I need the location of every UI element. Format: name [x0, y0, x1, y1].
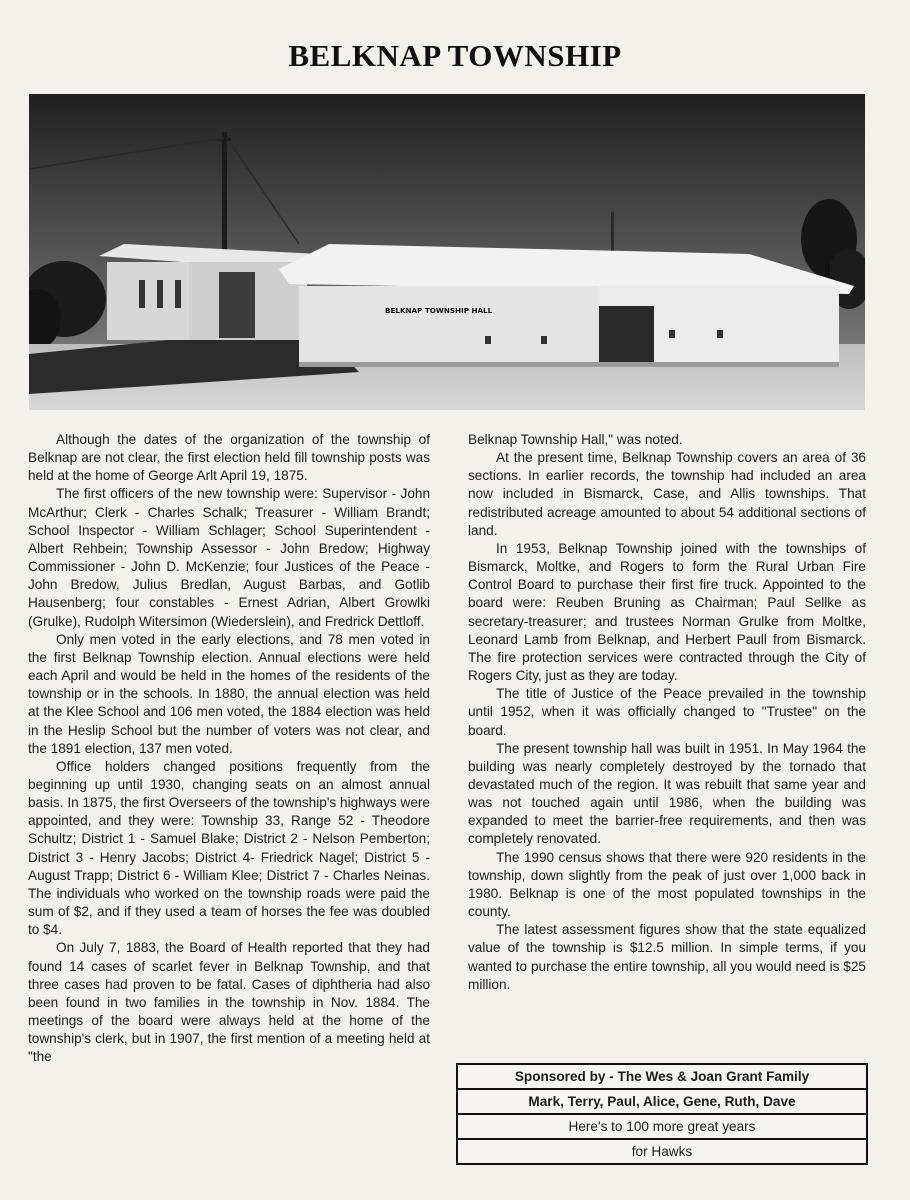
sponsor-line: Sponsored by - The Wes & Joan Grant Family	[458, 1065, 866, 1090]
article-paragraph: The present township hall was built in 1951. In May 1964 the building was nearly completely destroyed by the tornado that devastated much of the region. It was rebuilt that same year and was not touched again until 1986, when the building was expanded to meet the barrier-free requirements, and then was completely renovated.	[468, 740, 866, 847]
article-paragraph: The latest assessment figures show that the state equalized value of the township is $12.5 million. In simple terms, if you wanted to purchase the entire township, all you would need is $25 million.	[468, 922, 866, 992]
article-right-column	[468, 431, 866, 994]
article-paragraph: Office holders changed positions frequently from the beginning up until 1930, changing seats on an almost annual basis. In 1875, the first Overseers of the township's highways were appointed, and they were: Township 33, Range 52 - Theodore Schultz; District 1 - Samuel Blake; District 2 - Nelson Pemberton; District 3 - Henry Jacobs; District 4- Friedrick Nagel; District 5 - August Trapp; District 6 - William Klee; District 7 - Charles Neinas. The individuals who worked on the township roads were paid the sum of $2, and if they used a team of horses the fee was doubled to $4.	[28, 758, 430, 938]
sponsor-box	[456, 1063, 868, 1165]
article-paragraph: In 1953, Belknap Township joined with the townships of Bismarck, Moltke, and Rogers to form the Rural Urban Fire Control Board to purchase their first fire truck. Appointed to the board were: Reuben Bruning as Chairman; Paul Sellke as secretary-treasurer; and trustees Norman Grulke from Moltke, Leonard Lamb from Belknap, and Herbert Paull from Bismarck. The fire protection services were contracted through the City of Rogers City, just as they are today.	[468, 540, 866, 684]
sponsor-line: Here's to 100 more great years	[458, 1115, 866, 1140]
hall-sign-text: BELKNAP TOWNSHIP HALL	[385, 306, 493, 315]
article-paragraph: On July 7, 1883, the Board of Health reported that they had found 14 cases of scarlet fever in Belknap Township, and that three cases had proven to be fatal. Cases of diphtheria had also been found in two families in the township in Nov. 1884. The meetings of the board were always held at the home of the township's clerk, but in 1907, the first mention of a meeting held at "the	[28, 940, 430, 1065]
article-paragraph: The title of Justice of the Peace prevailed in the township until 1952, when it was officially changed to "Trustee" on the board.	[468, 686, 866, 738]
article-paragraph: Only men voted in the early elections, and 78 men voted in the first Belknap Township election. Annual elections were held each April and would be held in the homes of the residents of the township or in the schools. In 1880, the annual election was held at the Klee School and 106 men voted, the 1884 election was held in the Heslip School but the number of voters was not clear, and the 1891 election, 137 men voted.	[28, 631, 430, 756]
sponsor-line: for Hawks	[631, 1144, 693, 1159]
article-paragraph: The 1990 census shows that there were 920 residents in the township, down slightly from the peak of just over 1,000 back in 1980. Belknap is one of the most populated townships in the county.	[468, 849, 866, 920]
article-left-column	[28, 431, 430, 1066]
hall-main-building	[279, 244, 854, 367]
township-hall-photo-drawing	[29, 94, 865, 410]
article-paragraph: At the present time, Belknap Township covers an area of 36 sections. In earlier records, the township had included an area now included in Bismarck, Case, and Allis townships. That redistributed acreage amounted to about 54 additional sections of land.	[468, 450, 866, 538]
article-paragraph-continuation: Belknap Township Hall," was noted.	[468, 432, 683, 447]
hall-left-wing	[99, 244, 319, 340]
sponsor-line: Mark, Terry, Paul, Alice, Gene, Ruth, Dave	[458, 1090, 866, 1115]
article-paragraph: Although the dates of the organization of the township of Belknap are not clear, the first election held fill township posts was held at the home of George Arlt April 19, 1875.	[28, 432, 430, 484]
township-hall-photo	[29, 94, 865, 410]
article-paragraph: The first officers of the new township were: Supervisor - John McArthur; Clerk - Charles Schalk; Treasurer - William Brandt; School Inspector - William Schlager; School Superintendent - Albert Rehbein; Township Assessor - John Bredow; Highway Commissioner - John D. McKenzie; four Justices of the Peace - John Bredow, Julius Bredlan, August Barbas, and Gotlib Hausenberg; four constables - Ernest Adrian, Albert Growlki (Grulke), Rudolph Witersimon (Wiederslein), and Fredrick Dettloff.	[28, 486, 430, 629]
page-title: BELKNAP TOWNSHIP	[288, 38, 622, 73]
